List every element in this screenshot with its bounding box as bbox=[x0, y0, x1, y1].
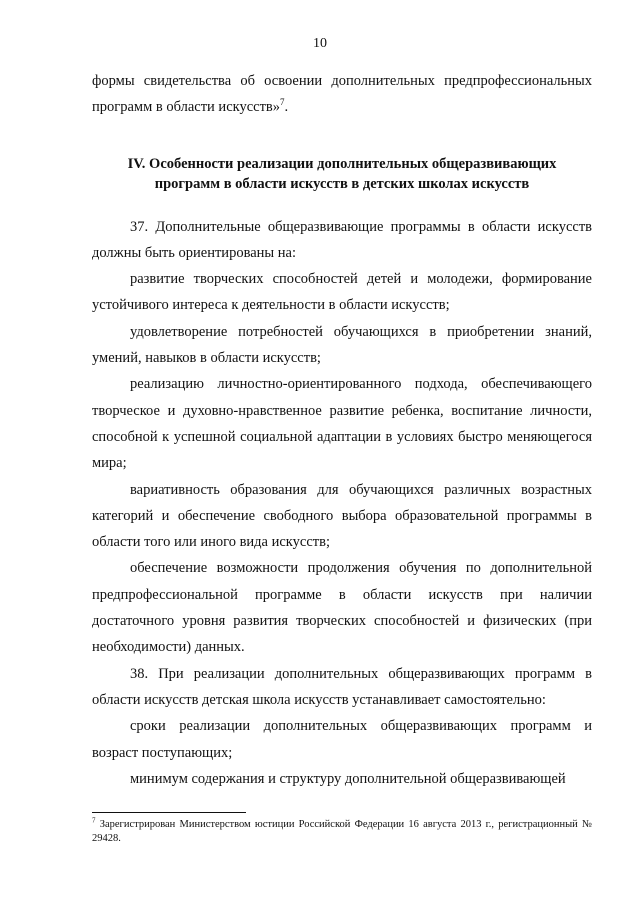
list-item-needs-satisfaction: удовлетворение потребностей обучающихся в приобретении знаний, умений, навыков в области искусств; bbox=[92, 323, 592, 367]
footnote-text: Зарегистрирован Министерством юстиции Российской Федерации 16 августа 2013 г., регистрационный № 29428. bbox=[92, 819, 592, 844]
document-body bbox=[92, 68, 592, 792]
paragraph-37: 37. Дополнительные общеразвивающие программы в области искусств должны быть ориентированы на: bbox=[92, 218, 592, 261]
footnote-reference: 7 bbox=[280, 97, 285, 108]
list-item-terms: сроки реализации дополнительных общеразвивающих программ и возраст поступающих; bbox=[92, 718, 592, 761]
section-heading-line-1: IV. Особенности реализации дополнительных общеразвивающих bbox=[127, 155, 557, 172]
list-item-personal-approach: реализацию личностно-ориентированного подхода, обеспечивающего творческое и духовно-нравственное развитие ребенка, воспитание личности, способной к успешной социальной адаптации в условиях быстро меняющегося мира; bbox=[92, 376, 592, 472]
list-item-creative-development: развитие творческих способностей детей и молодежи, формирование устойчивого интереса к деятельности в области искусств; bbox=[92, 271, 592, 314]
section-heading bbox=[92, 154, 592, 194]
footnote-marker: 7 bbox=[92, 816, 96, 825]
footnote-divider bbox=[92, 812, 246, 813]
intro-end: . bbox=[284, 99, 289, 116]
page-number: 10 bbox=[313, 36, 327, 51]
section-heading-line-2: программ в области искусств в детских школах искусств bbox=[154, 175, 530, 192]
intro-text: формы свидетельства об освоении дополнительных предпрофессиональных программ в области искусств» bbox=[92, 73, 592, 116]
intro-paragraph bbox=[92, 68, 592, 121]
footnote bbox=[92, 818, 592, 845]
paragraph-38: 38. При реализации дополнительных общеразвивающих программ в области искусств детская школа искусств устанавливает самостоятельно: bbox=[92, 665, 592, 708]
list-item-minimum-content: минимум содержания и структуру дополнительной общеразвивающей bbox=[130, 770, 566, 787]
list-item-variability: вариативность образования для обучающихся различных возрастных категорий и обеспечение свободного выбора образовательной программы в области того или иного вида искусств; bbox=[92, 481, 592, 551]
list-item-continuation: обеспечение возможности продолжения обучения по дополнительной предпрофессиональной программе в области искусств при наличии достаточного уровня развития творческих способностей и физических (при необходимости) данных. bbox=[92, 560, 592, 656]
